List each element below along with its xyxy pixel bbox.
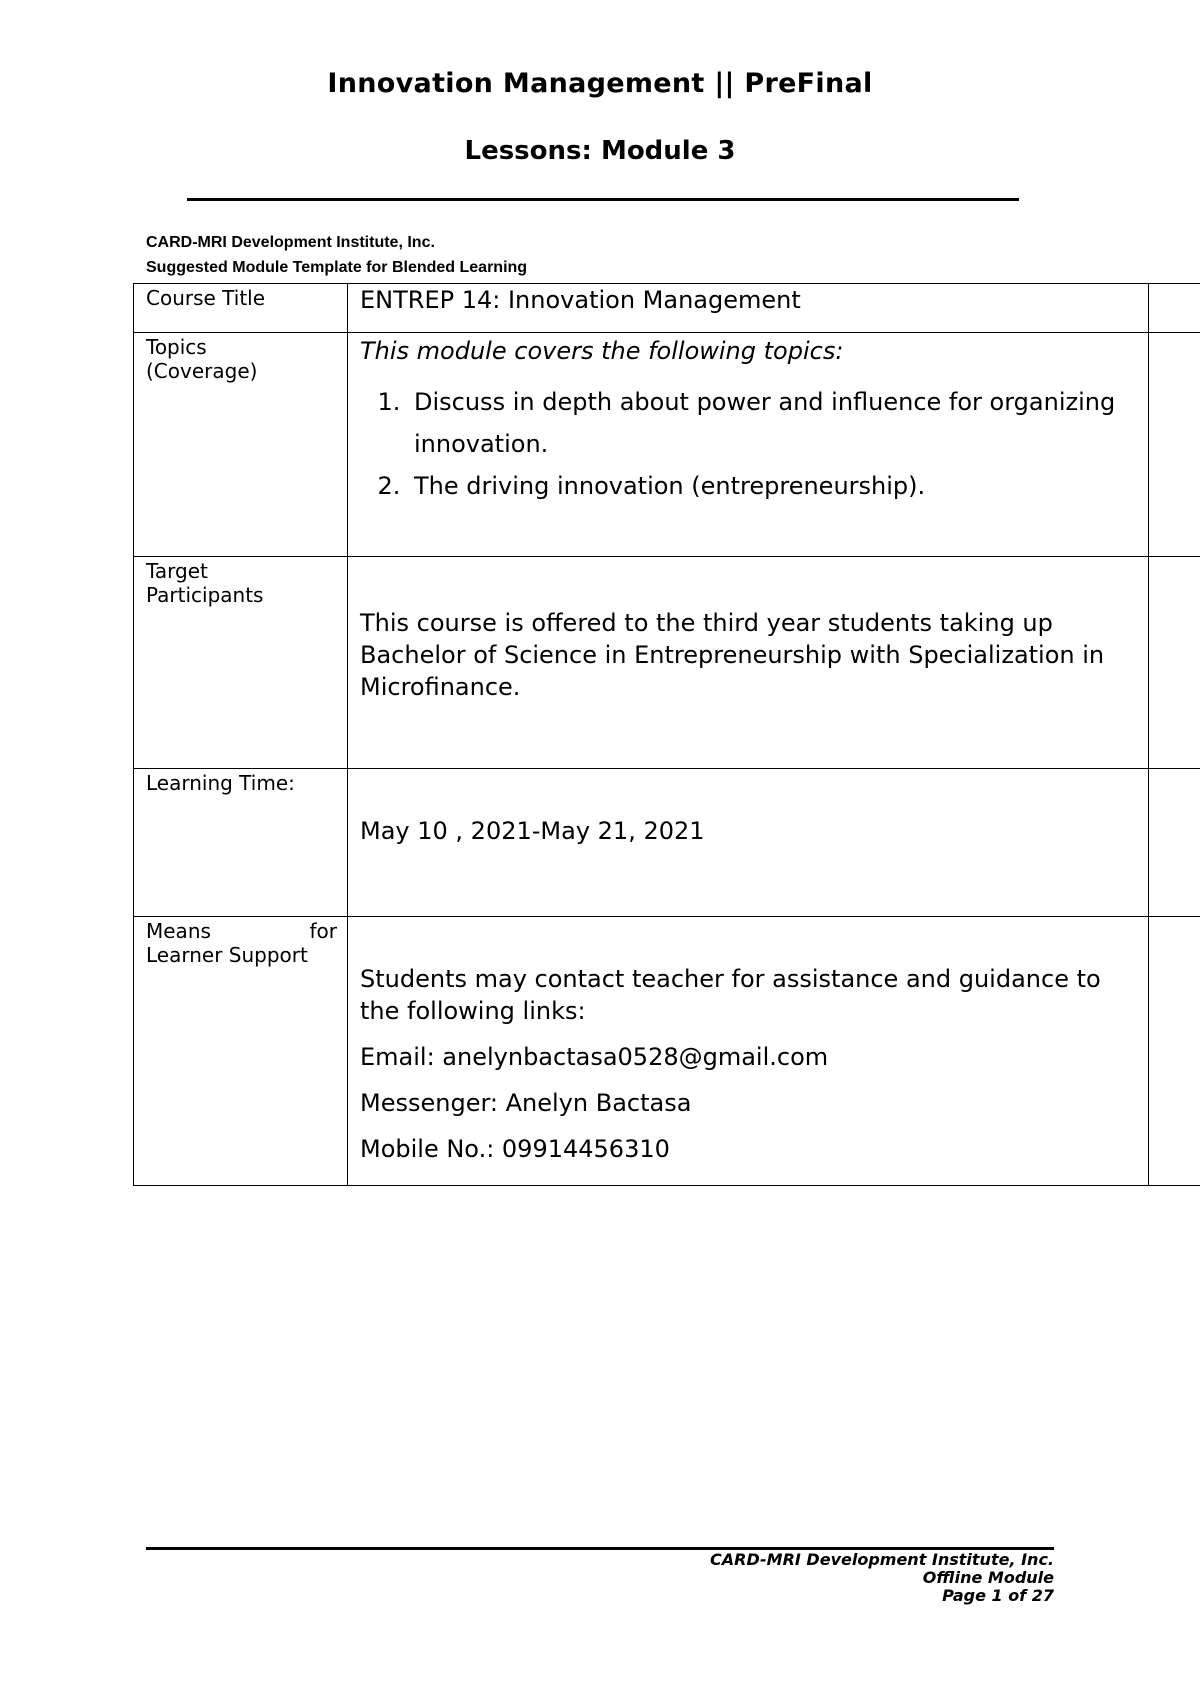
- module-info-table: [133, 283, 1200, 1186]
- footer-org: CARD-MRI Development Institute, Inc.: [710, 1550, 1054, 1569]
- course-title-label: Course Title: [146, 286, 266, 310]
- topics-label: [134, 333, 347, 383]
- support-email: Email: anelynbactasa0528@gmail.com: [360, 1043, 829, 1071]
- support-messenger: Messenger: Anelyn Bactasa: [360, 1089, 692, 1117]
- topics-value-cell: [348, 333, 1149, 557]
- empty-cell: [1149, 917, 1200, 1186]
- learning-time-label-cell: [134, 769, 348, 917]
- list-item: 2. The driving innovation (entrepreneurship).: [408, 465, 1148, 507]
- empty-cell: [1149, 557, 1200, 769]
- footer-page-number: Page 1 of 27: [942, 1586, 1054, 1605]
- learning-time-label: Learning Time:: [146, 771, 295, 795]
- template-name: Suggested Module Template for Blended Learning: [146, 259, 528, 276]
- learner-support-label: [134, 917, 347, 967]
- row-topics: [134, 333, 1200, 557]
- learning-time-value: May 10 , 2021-May 21, 2021: [360, 817, 705, 845]
- support-label-word1: Means: [146, 919, 211, 943]
- document-subtitle: Lessons: Module 3: [464, 136, 736, 166]
- topics-list: [348, 381, 1148, 507]
- row-course-title: [134, 284, 1200, 333]
- title-divider: [187, 198, 1019, 201]
- row-learner-support: [134, 917, 1200, 1186]
- footer-module-type: Offline Module: [922, 1568, 1054, 1587]
- topics-intro: This module covers the following topics:: [360, 337, 844, 365]
- course-title-label-cell: [134, 284, 348, 333]
- list-item: 1. Discuss in depth about power and influence for organizing innovation.: [408, 381, 1148, 465]
- empty-cell: [1149, 284, 1200, 333]
- document-title: Innovation Management || PreFinal: [327, 68, 873, 99]
- support-label-cell: [134, 917, 348, 1186]
- topics-label-line2: (Coverage): [146, 359, 258, 383]
- row-learning-time: [134, 769, 1200, 917]
- target-participants-value: This course is offered to the third year students taking up Bachelor of Science in Entrepreneurship with Specialization in Microfinance.: [360, 609, 1105, 701]
- support-label-line1: [146, 919, 337, 943]
- learning-time-value-cell: [348, 769, 1149, 917]
- page-footer: [710, 1551, 1054, 1605]
- target-label-cell: [134, 557, 348, 769]
- support-label-line2: Learner Support: [146, 943, 308, 967]
- course-title-value-cell: [348, 284, 1149, 333]
- target-label-line1: Target: [146, 559, 208, 583]
- support-value-cell: [348, 917, 1149, 1186]
- course-title-value: ENTREP 14: Innovation Management: [360, 286, 801, 314]
- support-label-word2: for: [309, 919, 337, 943]
- support-intro: Students may contact teacher for assistance and guidance to the following links:: [360, 965, 1101, 1025]
- empty-cell: [1149, 333, 1200, 557]
- topics-label-line1: Topics: [146, 335, 207, 359]
- target-label-line2: Participants: [146, 583, 264, 607]
- learner-support-value: [348, 917, 1148, 1165]
- row-target-participants: [134, 557, 1200, 769]
- empty-cell: [1149, 769, 1200, 917]
- topics-label-cell: [134, 333, 348, 557]
- organization-name: CARD-MRI Development Institute, Inc.: [146, 234, 435, 251]
- target-participants-label: [134, 557, 347, 607]
- target-value-cell: [348, 557, 1149, 769]
- support-mobile: Mobile No.: 09914456310: [360, 1135, 670, 1163]
